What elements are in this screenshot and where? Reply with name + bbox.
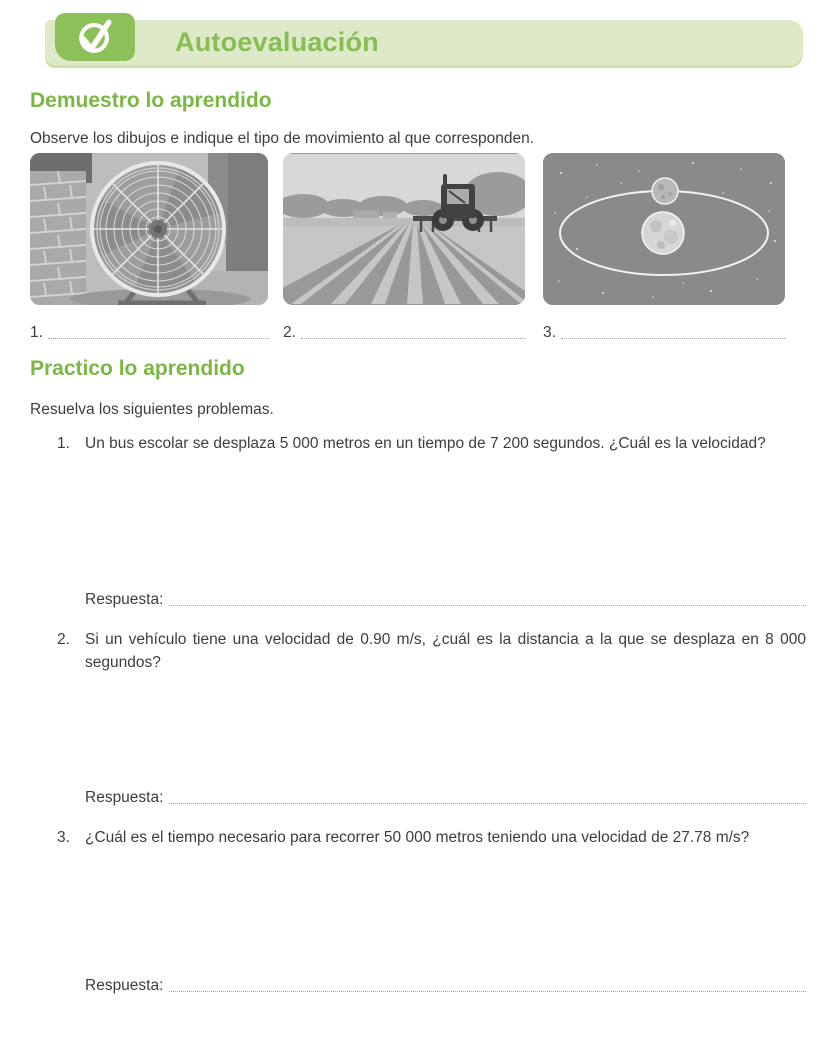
respuesta-label-1: Respuesta: <box>85 591 164 608</box>
fan-illustration <box>30 153 268 305</box>
respuesta-line-2 <box>169 803 806 804</box>
figures-row <box>30 153 806 305</box>
check-circle-icon <box>73 15 117 59</box>
problem-number-1: 1. <box>57 435 70 452</box>
figure-answer-line-2 <box>301 338 525 339</box>
figure-blank-3 <box>543 324 785 342</box>
figure-answer-line-3 <box>561 338 785 339</box>
planet <box>642 212 684 254</box>
problem-item-1 <box>30 432 806 455</box>
problem-number-3: 3. <box>57 829 70 846</box>
tractor-field-photo <box>283 153 525 305</box>
figure-answer-blanks <box>30 324 806 342</box>
figure-blank-2 <box>283 324 525 342</box>
respuesta-label-2: Respuesta: <box>85 789 164 806</box>
answer-row-1 <box>85 591 806 609</box>
section-heading-practico: Practico lo aprendido <box>30 357 245 380</box>
figure-answer-line-1 <box>48 338 268 339</box>
figure-number-2: 2. <box>283 324 296 341</box>
moon <box>652 178 678 204</box>
orbit-photo <box>543 153 785 305</box>
answer-row-3 <box>85 977 806 995</box>
problem-item-3 <box>30 826 806 849</box>
respuesta-line-3 <box>169 991 806 992</box>
autoevaluacion-banner <box>45 20 803 65</box>
instruction-resuelva: Resuelva los siguientes problemas. <box>30 401 274 418</box>
problem-text-3: ¿Cuál es el tiempo necesario para recorrer 50 000 metros teniendo una velocidad de 27.78 m/s? <box>85 829 750 846</box>
page-title: Autoevaluación <box>175 27 379 57</box>
respuesta-line-1 <box>169 605 806 606</box>
fan-photo <box>30 153 268 305</box>
problem-text-1: Un bus escolar se desplaza 5 000 metros en un tiempo de 7 200 segundos. ¿Cuál es la velocidad? <box>85 435 766 452</box>
problem-number-2: 2. <box>57 631 70 648</box>
tractor-field-illustration <box>283 153 525 305</box>
answer-row-2 <box>85 789 806 807</box>
worksheet-page <box>0 20 821 1044</box>
respuesta-label-3: Respuesta: <box>85 977 164 994</box>
problem-item-2 <box>30 628 806 674</box>
autoevaluacion-badge <box>55 13 135 61</box>
instruction-observe: Observe los dibujos e indique el tipo de movimiento al que corresponden. <box>30 130 535 147</box>
page-content <box>0 89 821 995</box>
fan-guard <box>92 163 224 295</box>
section-heading-demuestro: Demuestro lo aprendido <box>30 89 272 112</box>
figure-number-1: 1. <box>30 324 43 341</box>
problem-text-2: Si un vehículo tiene una velocidad de 0.90 m/s, ¿cuál es la distancia a la que se desplaza en 8 000 segundos? <box>85 631 806 671</box>
figure-number-3: 3. <box>543 324 556 341</box>
brick-wall <box>30 171 86 305</box>
figure-blank-1 <box>30 324 268 342</box>
orbit-illustration <box>543 153 785 305</box>
